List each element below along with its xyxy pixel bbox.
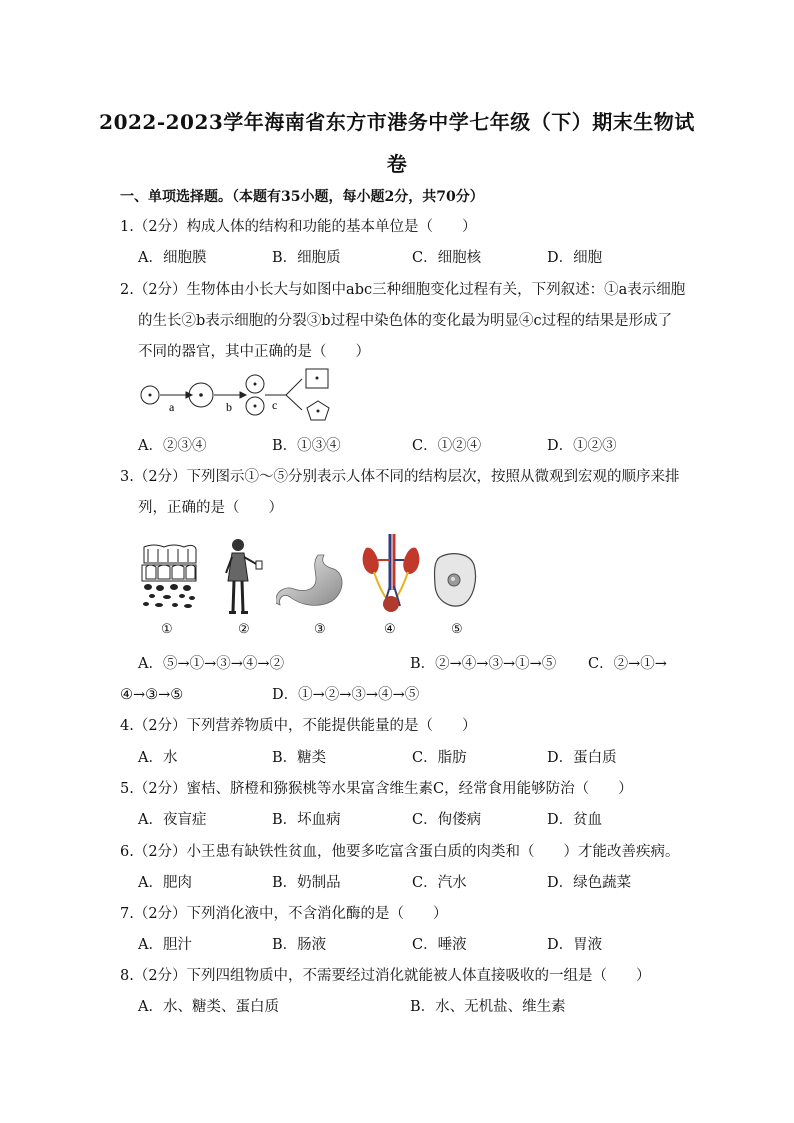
q6-option-c: C．汽水: [412, 875, 467, 891]
q2-option-b: B．①③④: [272, 438, 341, 454]
question-8-stem: 8.（2分）下列四组物质中，不需要经过消化就能被人体直接吸收的一组是（ ）: [120, 968, 651, 984]
question-3-stem-line2: 列，正确的是（ ）: [138, 500, 283, 516]
stomach-figure: [276, 553, 348, 611]
q1-option-b: B．细胞质: [272, 250, 341, 266]
q4-option-a: A．水: [138, 750, 178, 766]
q6-option-a: A．肥肉: [138, 875, 192, 891]
q1-option-a: A．细胞膜: [138, 250, 207, 266]
question-4-stem: 4.（2分）下列营养物质中，不能提供能量的是（ ）: [120, 718, 477, 734]
section-heading: 一、单项选择题。（本题有35小题，每小题2分，共70分）: [120, 189, 484, 205]
q7-option-a: A．胆汁: [138, 937, 192, 953]
q5-option-b: B．坏血病: [272, 812, 341, 828]
urinary-system-figure: [360, 532, 422, 616]
question-5-stem: 5.（2分）蜜桔、脐橙和猕猴桃等水果富含维生素C，经常食用能够防治（ ）: [120, 781, 633, 797]
q5-option-d: D．贫血: [547, 812, 603, 828]
q5-option-a: A．夜盲症: [138, 812, 207, 828]
q7-option-d: D．胃液: [547, 937, 603, 953]
question-2-stem-line2: 的生长②b表示细胞的分裂③b过程中染色体的变化最为明显④c过程的结果是形成了: [138, 313, 673, 329]
q7-option-c: C．唾液: [412, 937, 467, 953]
figure-label-2: ②: [238, 622, 250, 637]
figure-label-4: ④: [384, 622, 396, 637]
q4-option-b: B．糖类: [272, 750, 327, 766]
q3-option-b: B．②→④→③→①→⑤: [410, 656, 557, 672]
q2-option-a: A．②③④: [138, 438, 207, 454]
tissue-figure: [140, 543, 198, 611]
q1-option-d: D．细胞: [547, 250, 603, 266]
figure-label-3: ③: [314, 622, 326, 637]
cell-change-diagram: [138, 366, 348, 426]
question-2-stem-line3: 不同的器官，其中正确的是（ ）: [138, 344, 370, 360]
q4-option-d: D．蛋白质: [547, 750, 617, 766]
label-c: c: [272, 398, 278, 412]
q3-option-c-part1: C．②→①→: [588, 656, 667, 672]
q1-option-c: C．细胞核: [412, 250, 482, 266]
figure-label-1: ①: [161, 622, 173, 637]
q8-option-b: B．水、无机盐、维生素: [410, 999, 566, 1015]
cell-figure: [432, 551, 478, 609]
exam-title-line1: 2022-2023学年海南省东方市港务中学七年级（下）期末生物试: [99, 110, 695, 134]
q3-option-c-part2: ④→③→⑤: [120, 687, 184, 703]
q6-option-b: B．奶制品: [272, 875, 341, 891]
q3-option-a: A．⑤→①→③→④→②: [138, 656, 285, 672]
q4-option-c: C．脂肪: [412, 750, 467, 766]
question-6-stem: 6.（2分）小王患有缺铁性贫血，他要多吃富含蛋白质的肉类和（ ）才能改善疾病。: [120, 844, 680, 860]
question-2-stem-line1: 2.（2分）生物体由小长大与如图中abc三种细胞变化过程有关，下列叙述：①a表示细胞: [120, 282, 686, 298]
question-1-stem: 1.（2分）构成人体的结构和功能的基本单位是（ ）: [120, 219, 477, 235]
q5-option-c: C．佝偻病: [412, 812, 482, 828]
q3-option-d: D．①→②→③→④→⑤: [272, 687, 420, 703]
q2-option-c: C．①②④: [412, 438, 482, 454]
label-a: a: [169, 400, 175, 414]
figure-label-5: ⑤: [451, 622, 463, 637]
q8-option-a: A．水、糖类、蛋白质: [138, 999, 279, 1015]
label-b: b: [226, 400, 232, 414]
q2-option-d: D．①②③: [547, 438, 617, 454]
exam-title-line2: 卷: [386, 152, 408, 176]
q7-option-b: B．肠液: [272, 937, 327, 953]
q6-option-d: D．绿色蔬菜: [547, 875, 632, 891]
question-7-stem: 7.（2分）下列消化液中，不含消化酶的是（ ）: [120, 906, 448, 922]
question-3-stem-line1: 3.（2分）下列图示①～⑤分别表示人体不同的结构层次，按照从微观到宏观的顺序来排: [120, 469, 680, 485]
person-figure: [218, 537, 264, 617]
